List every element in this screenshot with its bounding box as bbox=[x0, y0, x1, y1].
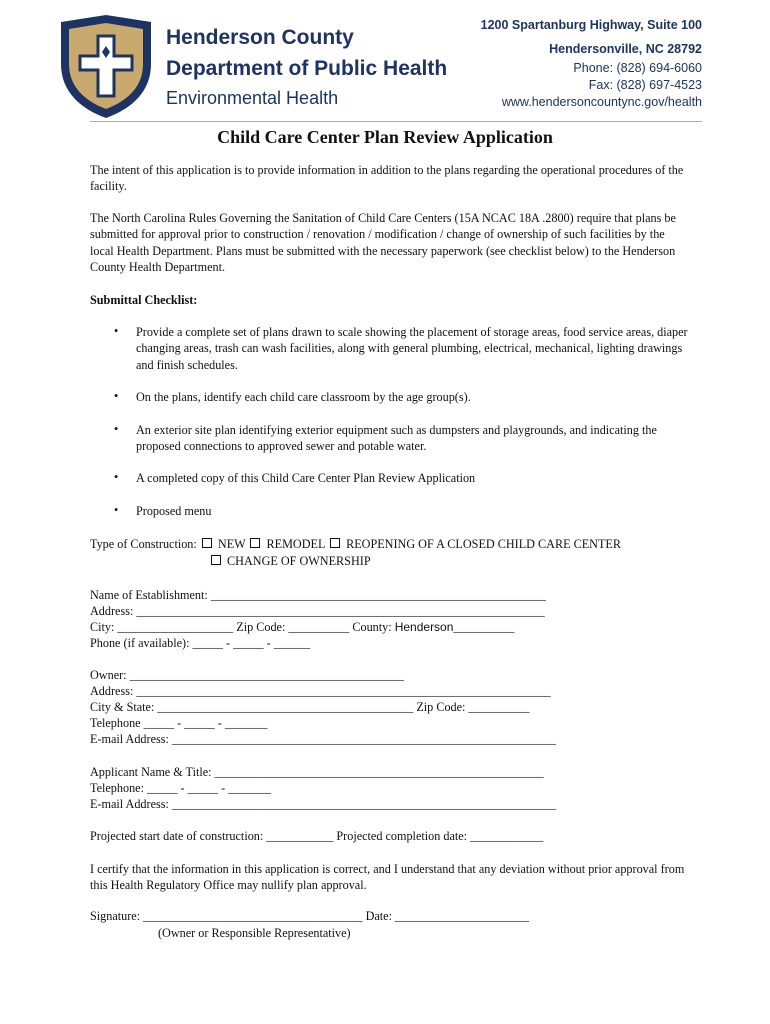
applicant-telephone-field[interactable]: Telephone: _____ - _____ - _______ bbox=[90, 781, 271, 795]
establishment-phone-field[interactable]: Phone (if available): _____ - _____ - ______ bbox=[90, 636, 311, 650]
checkbox-remodel[interactable] bbox=[250, 538, 260, 548]
owner-field[interactable]: Owner: _____________________________________________ bbox=[90, 668, 404, 682]
division-name: Environmental Health bbox=[166, 88, 339, 108]
checklist-heading: Submittal Checklist: bbox=[90, 293, 198, 307]
fax-number: Fax: (828) 697-4523 bbox=[588, 78, 702, 92]
intro-paragraph: The intent of this application is to provide information in addition to the plans regarding the operational procedures of the facility. bbox=[90, 163, 684, 194]
bullet-icon: • bbox=[114, 470, 119, 484]
page-title: Child Care Center Plan Review Application bbox=[217, 127, 553, 147]
projected-dates-field[interactable]: Projected start date of construction: ___________ Projected completion date: ____________ bbox=[90, 829, 544, 843]
checklist-item-menu: Proposed menu bbox=[136, 504, 212, 518]
construction-type-row-2 bbox=[209, 554, 371, 569]
county-field-value[interactable]: Henderson bbox=[394, 620, 454, 634]
bullet-icon: • bbox=[114, 389, 119, 403]
construction-type-row bbox=[90, 537, 621, 552]
checklist-item-site-plan: An exterior site plan identifying exterior equipment such as dumpsters and playgrounds, and indicating the proposed connections to approved sewer and potable water. bbox=[136, 423, 657, 454]
county-field-line: __________ bbox=[453, 620, 515, 634]
department-name: Department of Public Health bbox=[166, 57, 448, 80]
org-name: Henderson County bbox=[166, 26, 354, 49]
signature-note: (Owner or Responsible Representative) bbox=[158, 926, 351, 940]
address-line-2: Hendersonville, NC 28792 bbox=[549, 42, 702, 56]
checkbox-change-ownership[interactable] bbox=[211, 555, 221, 565]
rules-paragraph: The North Carolina Rules Governing the Sanitation of Child Care Centers (15A NCAC 18A .2800) require that plans be submitted for approval prior to construction / renovation / modification / change of ownership of such facilities by the local Health Department. Plans must be submitted with the necessary paperwork (see checklist below) to the Henderson County Health Department. bbox=[90, 211, 676, 274]
owner-city-state-zip-field[interactable]: City & State: __________________________________________ Zip Code: __________ bbox=[90, 700, 530, 714]
health-department-logo-icon bbox=[56, 12, 156, 120]
checklist-item-plans: Provide a complete set of plans drawn to scale showing the placement of storage areas, food service areas, diaper changing areas, trash can wash facilities, along with general plumbing, electrical, mechanical, lighting drawings and finish schedules. bbox=[136, 325, 688, 372]
owner-address-field[interactable]: Address: ____________________________________________________________________ bbox=[90, 684, 551, 698]
owner-telephone-field[interactable]: Telephone _____ - _____ - _______ bbox=[90, 716, 268, 730]
city-zip-county-row[interactable] bbox=[90, 620, 514, 635]
certification-statement: I certify that the information in this application is correct, and I understand that any deviation without prior approval from this Health Regulatory Office may nullify plan approval. bbox=[90, 862, 685, 893]
address-line-1: 1200 Spartanburg Highway, Suite 100 bbox=[480, 18, 702, 32]
applicant-name-title-field[interactable]: Applicant Name & Title: ______________________________________________________ bbox=[90, 765, 544, 779]
signature-date-field[interactable]: Signature: ____________________________________ Date: ______________________ bbox=[90, 909, 530, 923]
owner-email-field[interactable]: E-mail Address: _______________________________________________________________ bbox=[90, 732, 556, 746]
option-new-label: NEW bbox=[217, 537, 246, 551]
header-divider bbox=[90, 121, 702, 122]
bullet-icon: • bbox=[114, 422, 119, 436]
option-change-ownership-label: CHANGE OF OWNERSHIP bbox=[227, 554, 371, 568]
bullet-icon: • bbox=[114, 503, 119, 517]
city-zip-county-label: City: ___________________ Zip Code: __________ County: bbox=[90, 620, 395, 634]
checkbox-reopening[interactable] bbox=[330, 538, 340, 548]
option-reopening-label: REOPENING OF A CLOSED CHILD CARE CENTER bbox=[346, 537, 621, 551]
checkbox-new[interactable] bbox=[202, 538, 212, 548]
construction-type-label: Type of Construction: bbox=[90, 537, 197, 551]
establishment-name-field[interactable]: Name of Establishment: _______________________________________________________ bbox=[90, 588, 546, 602]
checklist-item-classrooms: On the plans, identify each child care classroom by the age group(s). bbox=[136, 390, 471, 404]
phone-number: Phone: (828) 694-6060 bbox=[573, 61, 702, 75]
option-remodel-label: REMODEL bbox=[266, 537, 325, 551]
checklist-item-application: A completed copy of this Child Care Center Plan Review Application bbox=[136, 471, 476, 485]
establishment-address-field[interactable]: Address: ___________________________________________________________________ bbox=[90, 604, 545, 618]
website-link[interactable]: www.hendersoncountync.gov/health bbox=[501, 95, 702, 109]
applicant-email-field[interactable]: E-mail Address: _______________________________________________________________ bbox=[90, 797, 556, 811]
bullet-icon: • bbox=[114, 324, 119, 338]
